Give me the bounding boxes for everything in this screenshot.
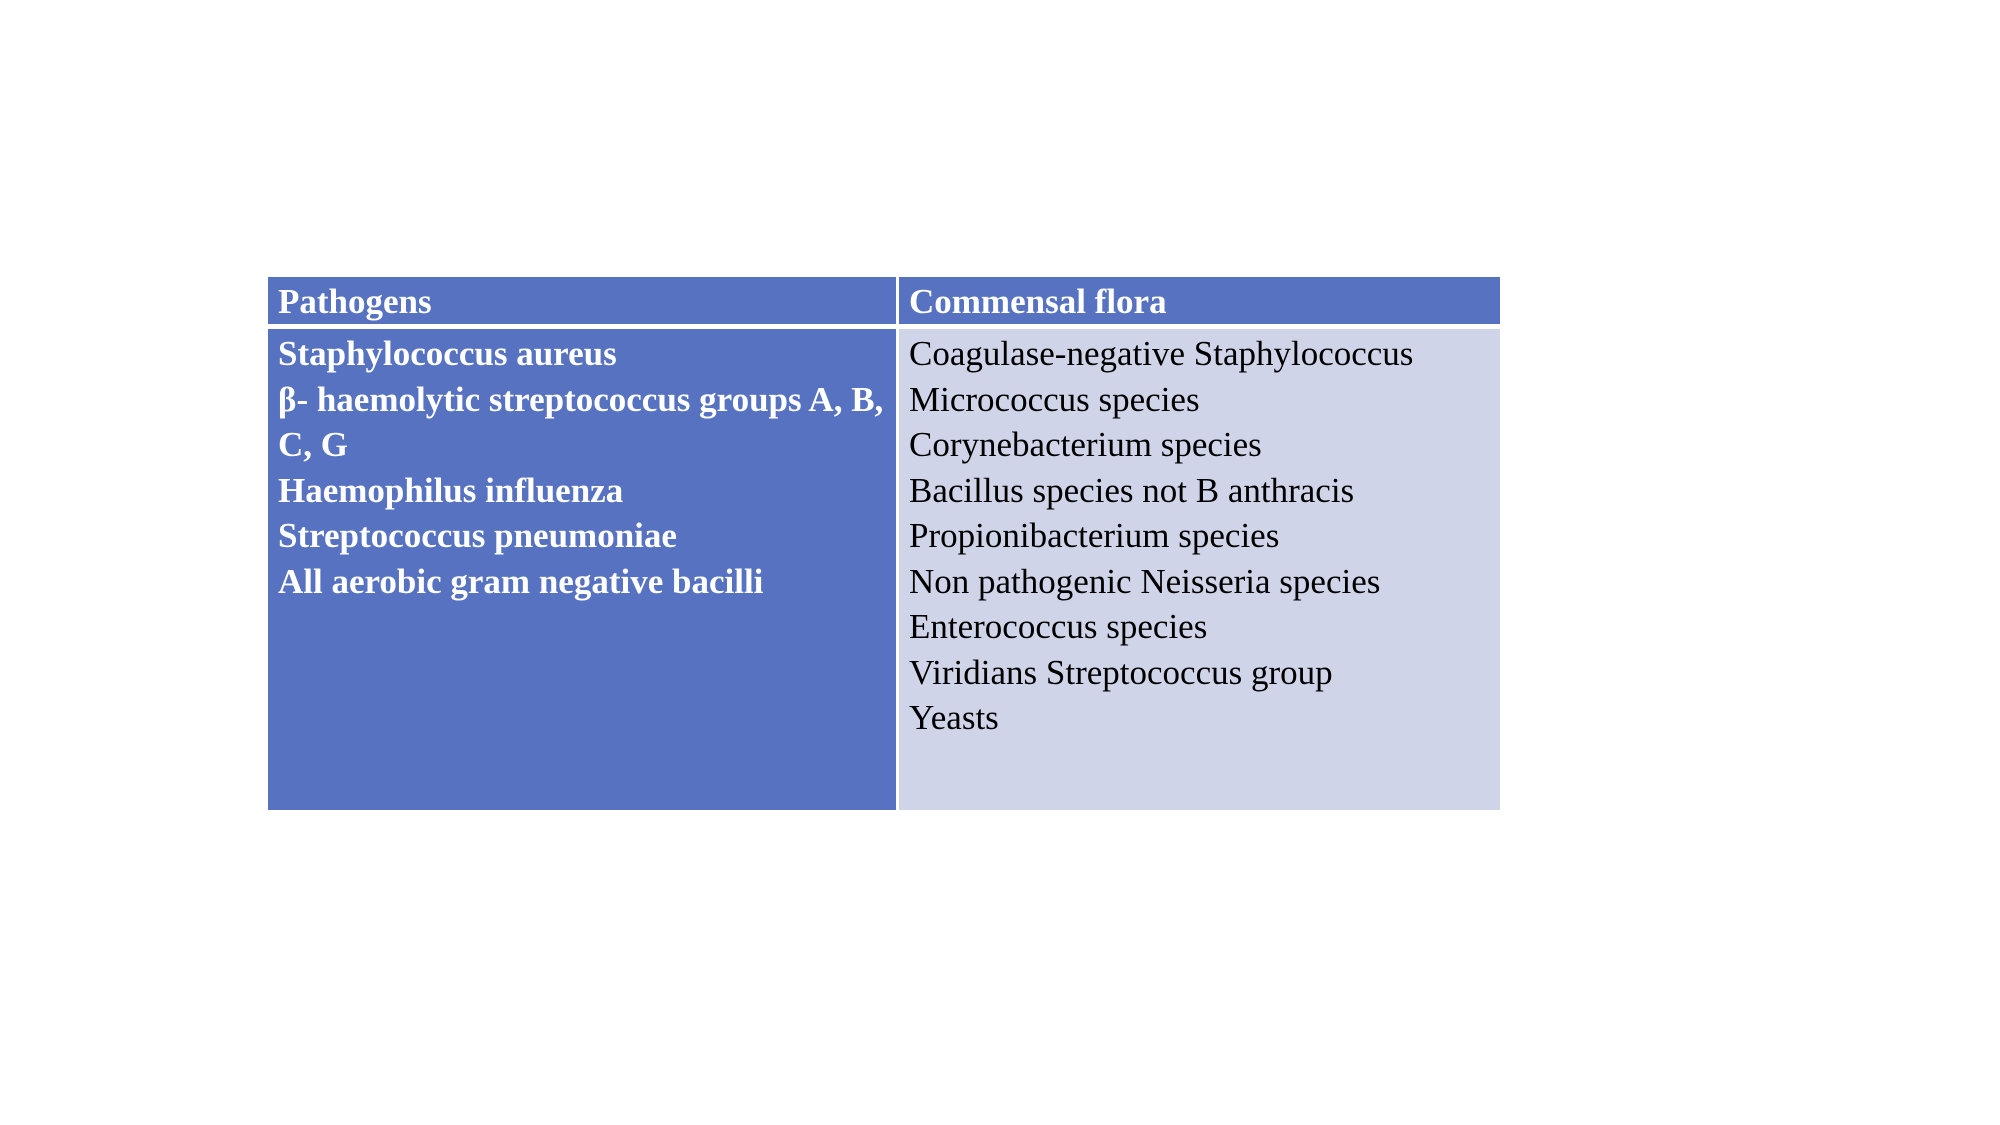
pathogens-header: Pathogens xyxy=(278,282,432,321)
commensal-item: Coagulase-negative Staphylococcus xyxy=(909,334,1414,373)
pathogens-list xyxy=(278,331,886,604)
commensal-item: Micrococcus species xyxy=(909,379,1200,419)
commensal-cell xyxy=(899,329,1500,810)
pathogens-cell xyxy=(268,329,899,810)
pathogen-item: β- haemolytic streptococcus groups A, B, C, G xyxy=(278,379,884,464)
commensal-item: Yeasts xyxy=(909,698,999,737)
commensal-item: Enterococcus species xyxy=(909,607,1208,646)
pathogens-header-cell xyxy=(268,277,899,329)
commensal-item: Viridians Streptococcus group xyxy=(909,652,1333,692)
commensal-item: Corynebacterium species xyxy=(909,425,1262,464)
commensal-item: Non pathogenic Neisseria species xyxy=(909,561,1381,601)
pathogens-commensal-table xyxy=(268,277,1500,810)
pathogen-item: Staphylococcus aureus xyxy=(278,334,617,373)
commensal-item: Propionibacterium species xyxy=(909,516,1280,555)
commensal-header-cell xyxy=(899,277,1500,329)
commensal-header: Commensal flora xyxy=(909,282,1167,321)
commensal-list xyxy=(909,331,1490,741)
commensal-item: Bacillus species not B anthracis xyxy=(909,470,1355,510)
pathogen-item: Streptococcus pneumoniae xyxy=(278,516,677,555)
pathogen-item: Haemophilus influenza xyxy=(278,470,624,510)
pathogen-item: All aerobic gram negative bacilli xyxy=(278,561,764,601)
